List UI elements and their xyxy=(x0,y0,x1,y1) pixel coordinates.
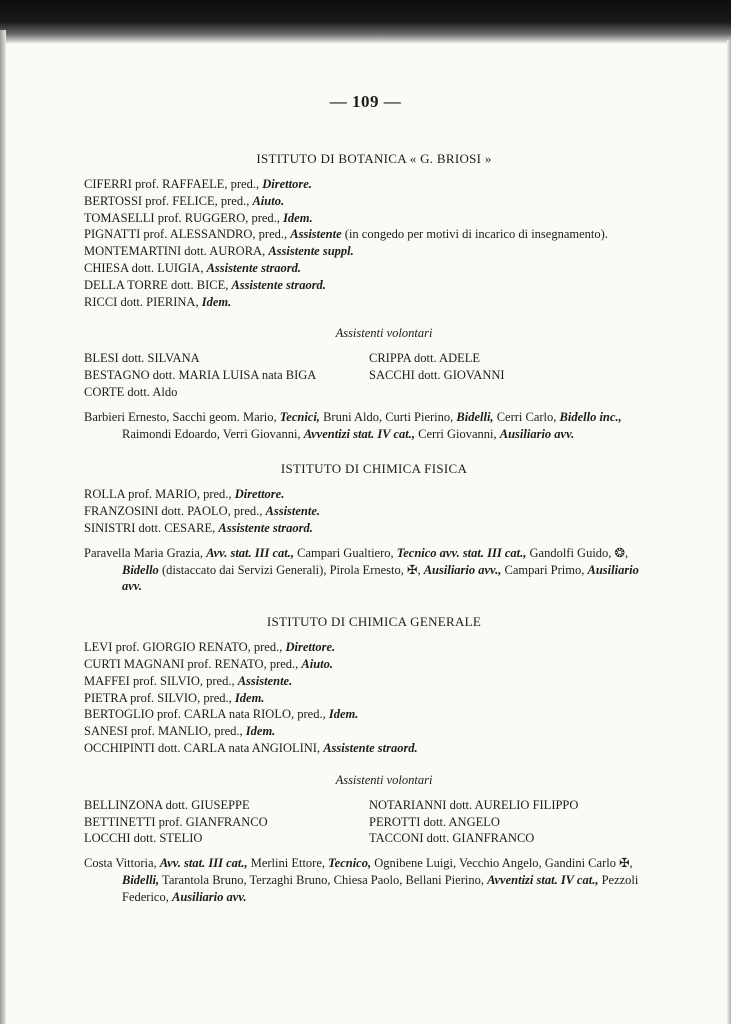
staff-role: Ausiliario avv., xyxy=(423,562,502,577)
staff-entry xyxy=(84,176,644,193)
scan-top-band xyxy=(0,0,731,44)
staff-name: ROLLA prof. MARIO, pred., xyxy=(84,487,235,502)
volunteers-column-left xyxy=(84,797,369,847)
staff-role: Aiuto. xyxy=(252,193,285,208)
section-heading-chimica-generale: ISTITUTO DI CHIMICA GENERALE xyxy=(266,614,482,630)
staff-role: Assistente. xyxy=(237,673,293,688)
volunteer-name: NOTARIANNI dott. AURELIO FILIPPO xyxy=(369,797,579,812)
staff-name: DELLA TORRE dott. BICE, xyxy=(84,277,232,292)
scan-left-edge xyxy=(0,30,6,1024)
staff-name: Raimondi Edoardo, Verri Giovanni, xyxy=(122,426,304,441)
staff-role: Assistente straord. xyxy=(231,277,326,292)
staff-entry xyxy=(84,690,644,707)
staff-name: CURTI MAGNANI prof. RENATO, pred., xyxy=(84,656,302,671)
staff-name: Tarantola Bruno, Terzaghi Bruno, Chiesa Paolo, Bellani Pierino, xyxy=(159,872,488,887)
other-staff-chimica-generale xyxy=(84,855,644,905)
staff-role: Avventizi stat. IV cat., xyxy=(487,872,599,887)
staff-name: Cerri Carlo, xyxy=(493,409,560,424)
staff-role: Assistente. xyxy=(265,504,321,519)
staff-name: (distaccato dai Servizi Generali), Pirola Ernesto, ✠, xyxy=(158,562,424,577)
volunteers-chimica-generale xyxy=(84,797,644,847)
staff-name: MONTEMARTINI dott. AURORA, xyxy=(84,244,269,259)
staff-name: BERTOGLIO prof. CARLA nata RIOLO, pred., xyxy=(84,707,329,722)
volunteers-heading-botanica: Assistenti volontari xyxy=(335,326,433,341)
staff-name: Ognibene Luigi, Vecchio Angelo, Gandini Carlo ✠, xyxy=(371,856,633,871)
volunteer-name: PEROTTI dott. ANGELO xyxy=(369,814,500,829)
staff-name: Cerri Giovanni, xyxy=(415,426,500,441)
staff-name: OCCHIPINTI dott. CARLA nata ANGIOLINI, xyxy=(84,740,324,755)
staff-name: SINISTRI dott. CESARE, xyxy=(84,520,219,535)
other-staff-chimica-fisica xyxy=(84,545,644,595)
staff-name: Merlini Ettore, xyxy=(247,856,329,871)
staff-entry xyxy=(84,673,644,690)
staff-role: Avventizi stat. IV cat., xyxy=(303,426,416,441)
section-heading-chimica-fisica: ISTITUTO DI CHIMICA FISICA xyxy=(280,461,468,477)
staff-name: PIETRA prof. SILVIO, pred., xyxy=(84,690,235,705)
page-number: — 109 — xyxy=(329,92,402,111)
staff-role: Tecnico avv. stat. III cat., xyxy=(396,545,527,560)
volunteer-name: LOCCHI dott. STELIO xyxy=(84,831,203,846)
staff-role: Direttore. xyxy=(285,640,336,655)
staff-role: Bidello inc., xyxy=(559,409,622,424)
staff-role: Ausiliario avv. xyxy=(122,562,639,594)
staff-role: Bidello xyxy=(122,562,159,577)
staff-name: SANESI prof. MANLIO, pred., xyxy=(84,724,246,739)
staff-role: Idem. xyxy=(234,690,265,705)
staff-entry xyxy=(84,226,644,243)
staff-entry xyxy=(84,277,644,294)
staff-role: Ausiliario avv. xyxy=(499,426,575,441)
other-staff-botanica xyxy=(84,409,644,443)
staff-name: PIGNATTI prof. ALESSANDRO, pred., xyxy=(84,227,291,242)
volunteers-column-left xyxy=(84,350,369,400)
staff-name: CIFERRI prof. RAFFAELE, pred., xyxy=(84,177,263,191)
staff-name: Campari Gualtiero, xyxy=(294,545,397,560)
staff-role: Avv. stat. III cat., xyxy=(206,545,294,560)
staff-name: Costa Vittoria, xyxy=(84,856,160,871)
staff-entry xyxy=(84,639,644,656)
scan-right-edge xyxy=(727,40,731,1024)
staff-entry xyxy=(84,740,644,757)
staff-name: MAFFEI prof. SILVIO, pred., xyxy=(84,673,238,688)
staff-name: Paravella Maria Grazia, xyxy=(84,545,207,560)
staff-entry xyxy=(84,486,644,503)
volunteer-name: SACCHI dott. GIOVANNI xyxy=(369,368,505,383)
staff-entry xyxy=(84,193,644,210)
staff-role: Assistente xyxy=(290,227,342,242)
staff-entry xyxy=(84,243,644,260)
staff-note: (in congedo per motivi di incarico di insegnamento). xyxy=(341,227,608,242)
staff-role: Direttore. xyxy=(262,177,312,191)
staff-role: Assistente straord. xyxy=(323,740,418,755)
staff-entry xyxy=(84,294,644,311)
staff-role: Idem. xyxy=(328,707,359,722)
volunteers-column-right xyxy=(369,797,644,847)
staff-name: Barbieri Ernesto, Sacchi geom. Mario, xyxy=(84,409,280,424)
staff-name: CHIESA dott. LUIGIA, xyxy=(84,260,207,275)
volunteer-name: BETTINETTI prof. GIANFRANCO xyxy=(84,814,268,829)
volunteers-heading-chimica-generale: Assistenti volontari xyxy=(335,772,433,787)
staff-entry xyxy=(84,520,644,537)
volunteer-name: CRIPPA dott. ADELE xyxy=(369,351,481,366)
staff-list-botanica xyxy=(84,176,644,310)
staff-list-chimica-fisica xyxy=(84,486,644,536)
volunteers-column-right xyxy=(369,350,644,400)
staff-name: Pezzoli Federico, xyxy=(122,872,639,904)
staff-role: Assistente suppl. xyxy=(268,244,354,259)
volunteer-name: CORTE dott. Aldo xyxy=(84,384,178,399)
staff-name: RICCI dott. PIERINA, xyxy=(84,294,202,309)
staff-entry xyxy=(84,503,644,520)
staff-entry xyxy=(84,723,644,740)
section-heading-botanica: ISTITUTO DI BOTANICA « G. BRIOSI » xyxy=(256,151,492,166)
staff-role: Idem. xyxy=(245,724,276,739)
staff-list-chimica-generale xyxy=(84,639,644,757)
staff-entry xyxy=(84,706,644,723)
staff-role: Aiuto. xyxy=(301,656,334,671)
staff-role: Bidelli, xyxy=(122,872,160,887)
staff-name: BERTOSSI prof. FELICE, pred., xyxy=(84,193,253,208)
page-content xyxy=(84,150,644,906)
staff-name: TOMASELLI prof. RUGGERO, pred., xyxy=(84,210,284,225)
volunteer-name: BLESI dott. SILVANA xyxy=(84,351,200,366)
staff-name: Campari Primo, xyxy=(501,562,588,577)
staff-role: Tecnico, xyxy=(328,856,372,871)
volunteer-name: TACCONI dott. GIANFRANCO xyxy=(369,831,535,846)
staff-role: Idem. xyxy=(201,294,232,309)
staff-role: Avv. stat. III cat., xyxy=(159,856,248,871)
staff-entry xyxy=(84,260,644,277)
staff-role: Assistente straord. xyxy=(206,260,302,275)
staff-role: Assistente straord. xyxy=(218,520,313,535)
staff-role: Idem. xyxy=(283,210,313,225)
volunteer-name: BELLINZONA dott. GIUSEPPE xyxy=(84,797,250,812)
staff-role: Tecnici, xyxy=(279,409,320,424)
volunteer-name: BESTAGNO dott. MARIA LUISA nata BIGA xyxy=(84,368,317,383)
volunteers-botanica xyxy=(84,350,644,400)
staff-name: FRANZOSINI dott. PAOLO, pred., xyxy=(84,504,266,519)
staff-entry xyxy=(84,210,644,227)
staff-role: Ausiliario avv. xyxy=(171,889,247,904)
staff-name: LEVI prof. GIORGIO RENATO, pred., xyxy=(84,640,286,655)
staff-role: Direttore. xyxy=(234,487,285,502)
staff-name: Gandolfi Guido, ❂, xyxy=(526,545,629,560)
staff-role: Bidelli, xyxy=(456,409,494,424)
staff-name: Bruni Aldo, Curti Pierino, xyxy=(319,409,457,424)
staff-entry xyxy=(84,656,644,673)
